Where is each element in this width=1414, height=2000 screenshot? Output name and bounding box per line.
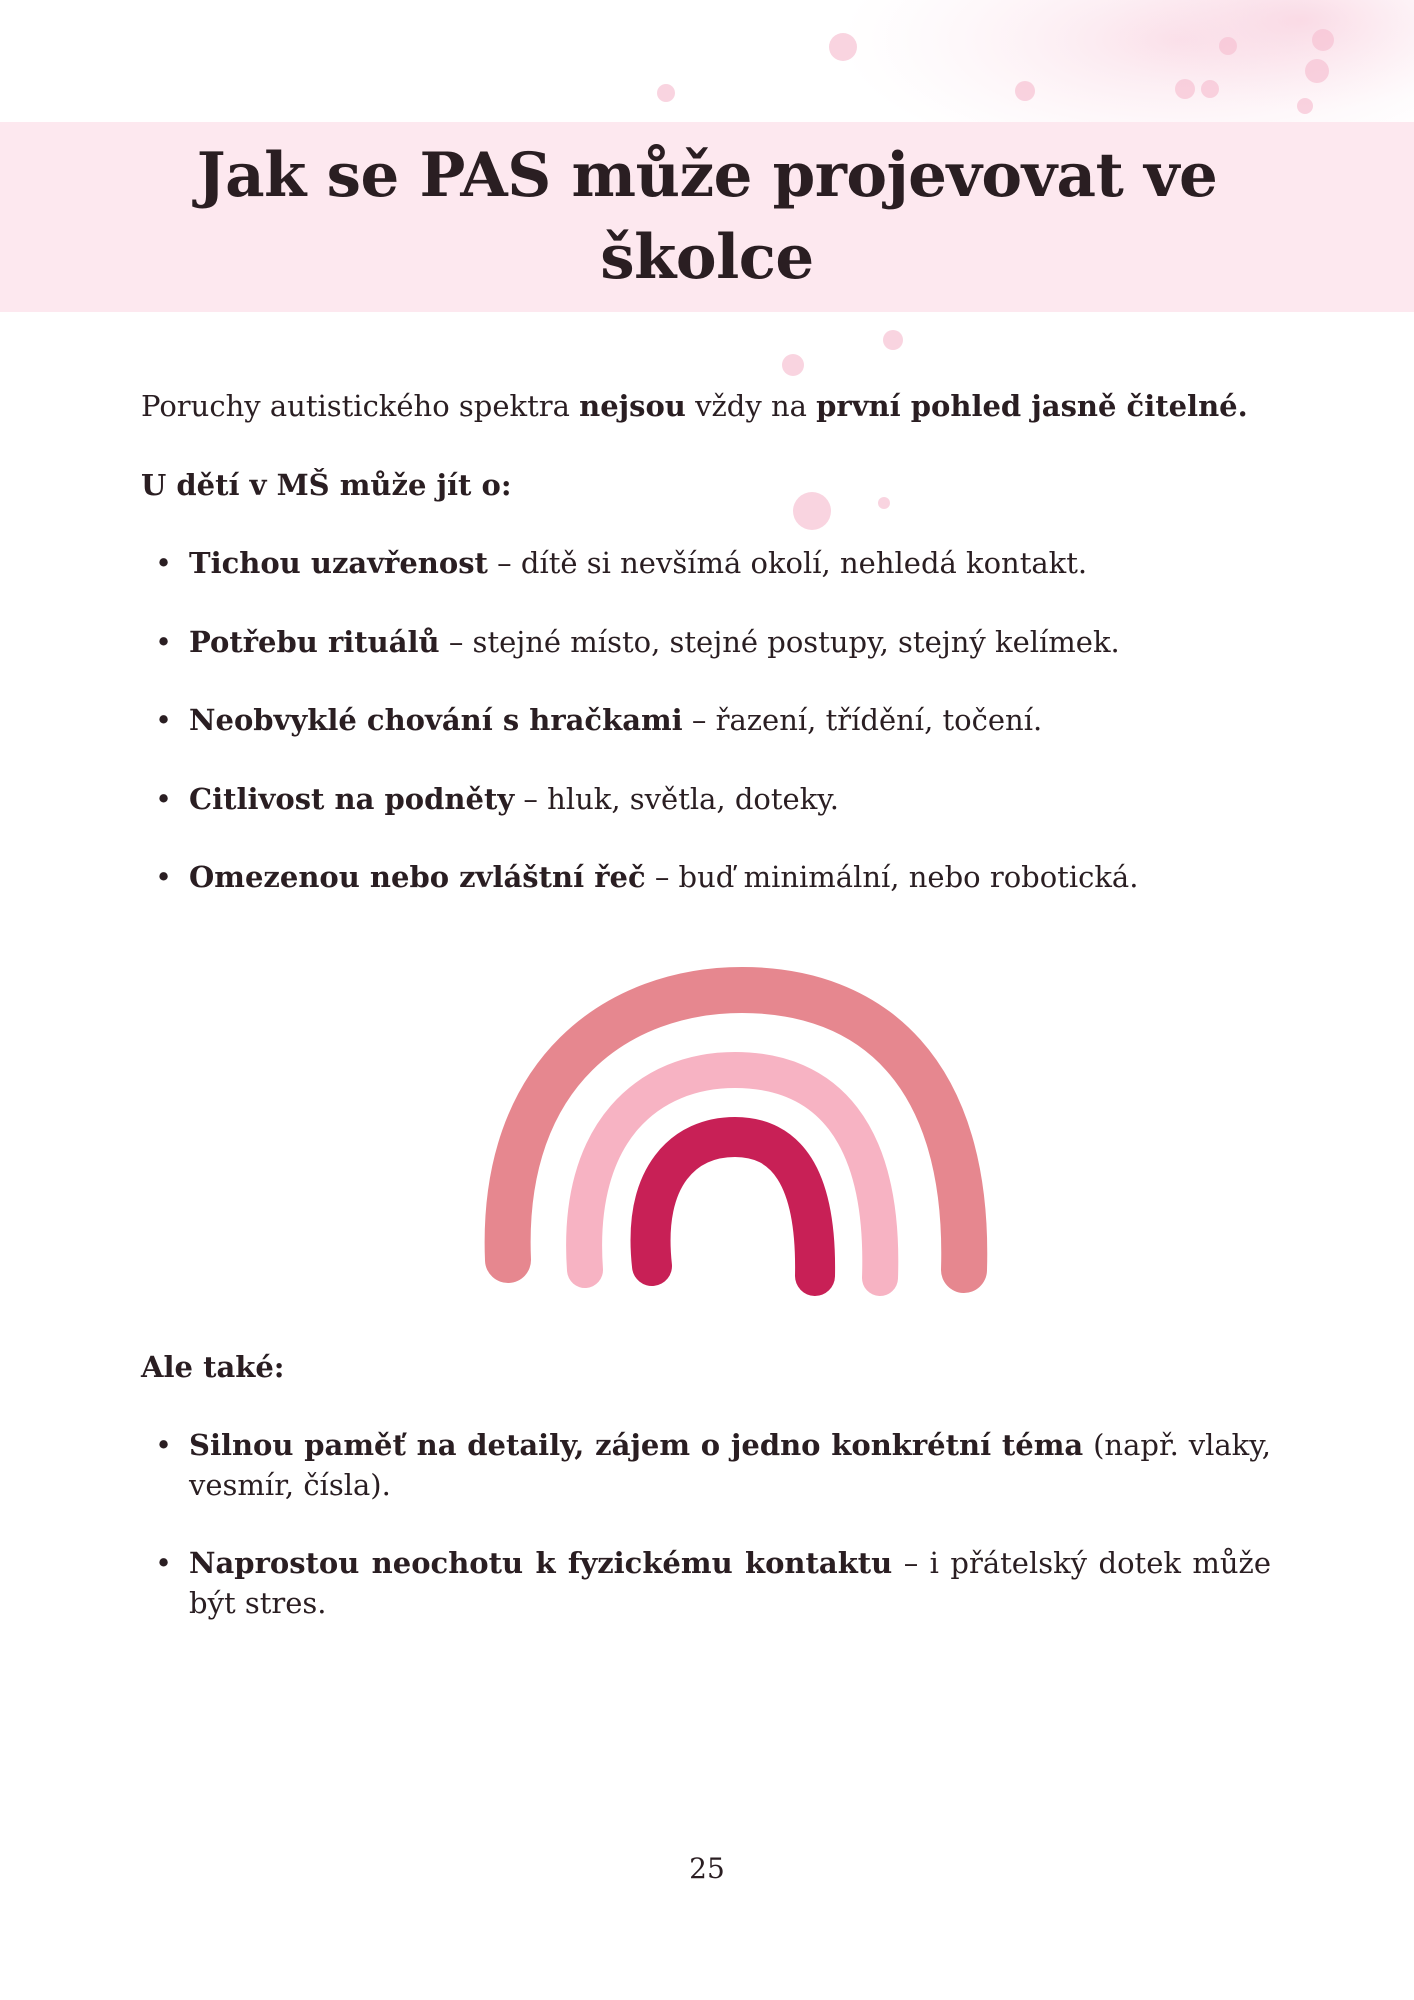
list-item [141,1425,1271,1505]
intro-bold-1: nejsou [579,389,686,423]
strengths-list [141,1425,1271,1661]
rainbow-illustration [480,960,1000,1320]
rainbow-inner-arc [651,1137,816,1276]
symptoms-list [141,543,1271,936]
list-item-text: (např. vlaky, vesmír, čísla). [189,1428,1271,1502]
bullet: • [155,546,173,580]
page-title-line2: školce [600,222,814,293]
page-title-line1: Jak se PAS může projevovat ve [196,140,1218,211]
page-title [197,135,1218,299]
list-item-bold: Potřebu rituálů [189,624,440,659]
list-item [141,622,1271,662]
list-item [141,543,1271,583]
list-item [141,700,1271,740]
bullet: • [155,624,173,659]
bullet: • [155,703,173,737]
subheading: U dětí v MŠ může jít o: [141,468,512,502]
list-item-text: – buď minimální, nebo robotická. [645,860,1139,894]
intro-paragraph [141,386,1248,426]
bullet: • [155,860,173,894]
list-item-bold: Tichou uzavřenost [189,546,488,580]
list-item-bold: Omezenou nebo zvláštní řeč [189,860,646,894]
intro-text-1: Poruchy autistického spektra [141,389,580,423]
list-item-text: – i přátelský dotek může být stres. [189,1546,1271,1620]
list-item [141,857,1271,897]
list-item [141,779,1271,819]
bullet: • [155,1546,173,1580]
bullet: • [155,1428,173,1462]
list-item-bold: Neobvyklé chování s hračkami [189,703,683,737]
second-heading: Ale také: [141,1350,285,1384]
rainbow-middle-arc [584,1070,880,1278]
list-item-bold: Silnou paměť na detaily, zájem o jedno konkrétní téma [189,1428,1084,1462]
list-item-text: – řazení, třídění, točení. [682,703,1043,737]
page-number: 25 [689,1852,725,1885]
list-item-bold: Naprostou neochotu k fyzickému kontaktu [189,1546,893,1580]
title-band [0,122,1414,312]
list-item-bold: Citlivost na podněty [189,781,515,816]
bullet: • [155,781,173,816]
list-item-text: – dítě si nevšímá okolí, nehledá kontakt. [487,546,1088,580]
intro-text-2: vždy na [685,389,817,423]
list-item-text: – hluk, světla, doteky. [514,781,840,816]
intro-bold-2: první pohled jasně čitelné. [816,389,1248,423]
list-item [141,1543,1271,1623]
list-item-text: – stejné místo, stejné postupy, stejný kelímek. [439,624,1120,659]
